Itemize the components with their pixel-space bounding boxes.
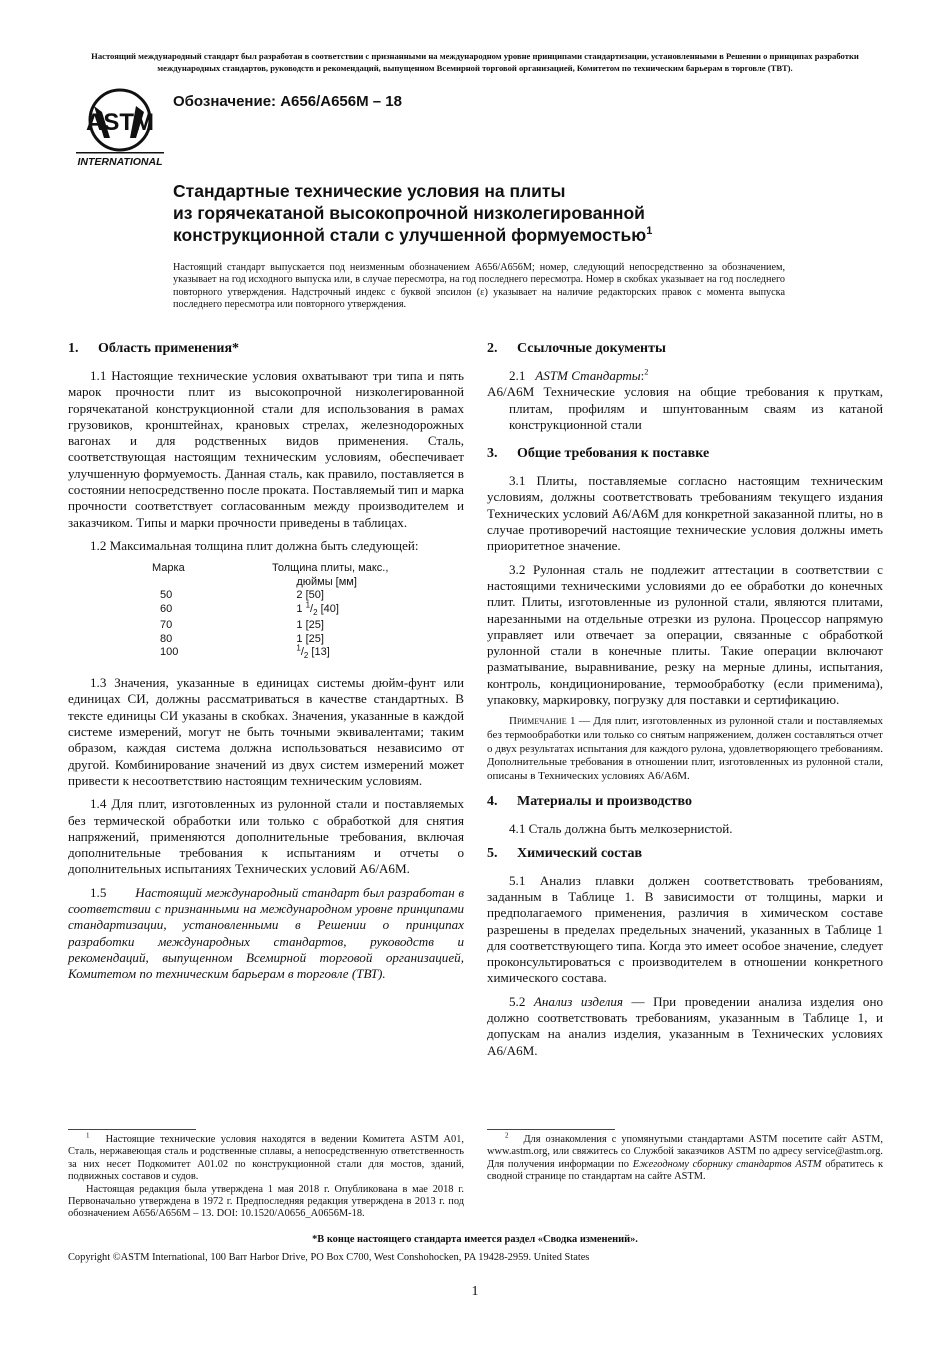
section-3-number: 3. (487, 446, 498, 462)
paragraph-1-5-text: Настоящий международный стандарт был разработан в соответствии с признанными на международном уровне принципами стандартизации, установленными в Решении о принципах разработки международных стандартов, руководств и рекомендаций, выпущенном Всемирной торговой организацией, Комитетом по техническим барьерам в торговле (ТВТ). (68, 884, 465, 982)
summary-of-changes-notice: *В конце настоящего стандарта имеется раздел «Сводка изменений». (312, 1234, 638, 1245)
paragraph-1-5-number: 1.5 (90, 884, 107, 900)
fraction-denominator: 2 (313, 607, 318, 617)
footnote-2-mark-bottom: 2 (505, 1131, 509, 1140)
title-footnote-mark: 1 (646, 225, 653, 238)
footnote-2 (487, 1131, 883, 1184)
table-cell-grade: 100 (160, 646, 179, 659)
thickness-mm: [40] (317, 602, 339, 615)
table-cell-grade: 70 (160, 619, 173, 632)
copyright: Copyright ©ASTM International, 100 Barr Harbor Drive, PO Box C700, West Conshohocken, PA 19428-2959. United States (68, 1252, 590, 1263)
table-row (152, 643, 464, 663)
note-1-label: Примечание 1 (509, 715, 576, 728)
table-cell-grade: 60 (160, 602, 173, 615)
paragraph-1-3: 1.3 Значения, указанные в единицах системы дюйм-фунт или единицах СИ, должны рассматриваться в качестве стандартных. В тексте единицы СИ указаны в скобках. Значения, указанные в каждой системе измерений, могут не быть точными эквивалентами; таким образом, каждая система должна использоваться независимо от другой. Комбинирование значений из двух систем измерений может привести к несоответствию настоящим техническим условиям. (68, 675, 464, 788)
paragraph-3-1: 3.1 Плиты, поставляемые согласно настоящим техническим условиям, должны соответствовать требованиям текущего издания Технических условий A6/A6M для конкретной заказанной плиты, но в случае противоречий настоящие технические условия должны иметь приоритетное значение. (487, 473, 883, 554)
footnote-2-text-b: обратитесь к сводной странице по стандартам на сайте ASTM. (487, 1158, 883, 1183)
section-3-heading (487, 445, 883, 463)
title-line-3: конструкционной стали с улучшенной формуемостью (173, 225, 647, 245)
issue-note: Настоящий стандарт выпускается под неизменным обозначением A656/A656M; номер, следующий непосредственно за обозначением, указывает на год исходного выпуска или, в случае пересмотра, на год последнего пересмотра. Номер в скобках указывает на год последнего повторного утверждения. Надстрочный индекс с буквой эпсилон (ε) указывает на наличие редакторских правок с момента выпуска последнего пересмотра или повторного утверждения. (173, 262, 785, 311)
table-header-thickness: Толщина плиты, макс., (272, 562, 389, 575)
page-number: 1 (471, 1284, 479, 1299)
logo-text: ASTM (86, 109, 154, 136)
table-row (152, 619, 464, 633)
table-header-row-2 (152, 576, 464, 590)
section-5-number: 5. (487, 845, 498, 861)
footnote-1-mark: 1 (86, 1131, 90, 1140)
table-cell-grade: 80 (160, 632, 173, 645)
top-notice: Настоящий международный стандарт был разработан в соответствии с признанными на международном уровне принципами стандартизации, установленными в Решении о принципах разработки международных стандартов, руководств и рекомендаций, выпущенном Всемирной торговой организацией, Комитетом по техническим барьерам в торговле (ТВТ). (91, 51, 859, 73)
footnote-rule-right (487, 1129, 615, 1130)
title-line-1: Стандартные технические условия на плиты (173, 181, 566, 201)
footnote-2-mark: 2 (644, 367, 649, 377)
footnote-1-text-a: Настоящие технические условия находятся в ведении Комитета ASTM A01, Сталь, нержавеющая сталь и родственные сплавы, а непосредственную ответственность за них несет Подкомитет A01.02 по конструкционной стали для мостов, зданий, подвижных составов и судов. (68, 1134, 465, 1183)
footnote-2-text-a: Для ознакомления с упомянутыми стандартами ASTM посетите сайт ASTM, www.astm.org, или свяжитесь со Службой заказчиков ASTM по адресу service@astm.org. Для получения информации по (487, 1134, 883, 1170)
table-header-row (152, 562, 464, 576)
note-1-text: — Для плит, изготовленных из рулонной стали и поставляемых без термообработки или только со снятым напряжением, должен составляться отчет о двух результатах испытания для каждого рулона, удовлетворяющего требованиям. Дополнительные требования в отношении плит, изготовленных из рулонной стали, описаны в Технических условиях A6/A6M. (487, 715, 883, 782)
section-1-heading (68, 340, 464, 358)
footnote-1 (68, 1131, 465, 1221)
reference-a6: A6/A6M Технические условия на общие требования к пруткам, плитам, профилям и шпунтованным сваям из катаной конструкционной стали (487, 384, 883, 432)
right-column (487, 340, 883, 1066)
astm-standards-label: ASTM Стандарты (535, 368, 641, 383)
fraction-numerator: 1 (305, 600, 311, 610)
table-row (152, 633, 464, 647)
section-1-number: 1. (68, 341, 79, 356)
title-line-2: из горячекатаной высокопрочной низколегированной (173, 203, 645, 223)
footnote-1-text-b: Настоящая редакция была утверждена 1 мая 2018 г. Опубликована в мае 2018 г. Первоначально утверждена в 1972 г. Предпоследняя редакция утверждена в 2013 г. под обозначением A656/A656M – 13. DOI: 10.1520/A0656_A0656M-18. (68, 1183, 464, 1220)
fraction-numerator: 1 (296, 643, 301, 653)
section-4-title: Материалы и производство (517, 794, 693, 810)
paragraph-2-1-number: 2.1 (509, 368, 526, 383)
referenced-standards: 2.1 ASTM Стандарты:$^2$ A6/A6M Технические условия на общие требования к пруткам, плитам, профилям и шпунтованным сваям из катаной конструкционной стали (487, 367, 883, 432)
section-2-number: 2. (487, 341, 498, 356)
thickness-whole: 1 (296, 602, 306, 615)
astm-logo (74, 86, 166, 168)
table-cell-thickness: 1 [25] (296, 619, 324, 632)
table-cell-thickness: 1 [25] (296, 632, 324, 645)
paragraph-1-5 (68, 885, 464, 983)
footnote-2-italic: Ежегодному сборнику стандартов ASTM (632, 1158, 822, 1170)
section-4-heading (487, 793, 883, 811)
table-cell-thickness: 2 [50] (296, 589, 324, 602)
section-1-title: Область применения* (98, 341, 240, 356)
paragraph-5-2-number: 5.2 (509, 993, 526, 1009)
section-5-title: Химический состав (517, 845, 643, 861)
section-5-heading (487, 845, 883, 863)
section-2-heading (487, 340, 883, 358)
table-header-units: дюймы [мм] (296, 575, 357, 588)
table-row (152, 600, 464, 620)
left-column (68, 340, 464, 989)
table-cell-grade: 50 (160, 589, 173, 602)
fraction-denominator: 2 (303, 651, 309, 661)
section-3-title: Общие требования к поставке (517, 446, 710, 462)
note-1 (487, 715, 883, 783)
paragraph-1-1: 1.1 Настоящие технические условия охватывают три типа и пять марок прочности плит из высокопрочной низколегированной горячекатаной конструкционной стали для использования в рамах грузовиков, кронштейнах, крановых стрелах, железнодорожных вагонах и для родственных видов применения. Сталь, соответствующая настоящим техническим условиям, обеспечивает улучшенную формуемость. Данная сталь, как правило, поставляется в состоянии непосредственно после проката. Поставляемый тип и марка прочности соответствует согласованным между производителем и заказчиком. Типы и марки прочности приведены в таблицах. (68, 368, 464, 530)
paragraph-5-2 (487, 994, 883, 1059)
table-cell-thickness: 1 $^1/_2$ [40] (296, 600, 339, 617)
document-title (173, 180, 833, 246)
section-4-number: 4. (487, 794, 498, 810)
paragraph-5-1: 5.1 Анализ плавки должен соответствовать требованиям, заданным в Таблице 1. В зависимости от толщины, марки и предполагаемого применения, различия в химическом составе разрешены в пределах предельных значений, указанных в Таблице 1 для соответствующего типа. Когда это имеет особое значение, следует проконсультироваться с производителем в отношении конкретного химического состава. (487, 872, 883, 986)
designation: Обозначение: A656/A656M – 18 (173, 93, 402, 110)
paragraph-5-2-text: — При проведении анализа изделия оно должно соответствовать требованиям, указанным в Таблице 1, и допускам на анализ изделия, указанным в Технических условиях A6/A6M. (487, 993, 883, 1058)
thickness-table (152, 562, 464, 663)
paragraph-3-2: 3.2 Рулонная сталь не подлежит аттестации в соответствии с настоящими техническими условиями до ее обработки до конечных плит. Плиты, изготовленные из рулонной стали, являются плитами, нарезанными на отдельные отрезки из рулона. Процессор напрямую управляет или отвечает за операции, связанные с обработкой рулонной стали в конечные плиты. Такие операции включают разматывание, выравнивание, резку на мерные длины, испытания, контроль, кондиционирование, термообработку (если применима), упаковку, маркировку, погрузку для поставки и сертификацию. (487, 561, 883, 708)
table-cell-thickness: $^1/_2$ [13] (296, 643, 330, 661)
section-2-title: Ссылочные документы (517, 341, 666, 356)
footnote-rule-left (68, 1129, 196, 1130)
paragraph-1-2: 1.2 Максимальная толщина плит должна быть следующей: (90, 537, 419, 553)
paragraph-4-1: 4.1 Сталь должна быть мелкозернистой. (509, 821, 733, 837)
paragraph-1-4: 1.4 Для плит, изготовленных из рулонной стали и поставляемых без термической обработки или только с обработкой для снятия напряжений, применяются дополнительные требования, включая дополнительные требования к испытаниям и отчеты о дополнительных испытаниях Технических условий A6/A6M. (68, 796, 464, 877)
thickness-mm: [13] (308, 646, 330, 659)
product-analysis-label: Анализ изделия (533, 993, 623, 1009)
logo-subtext: INTERNATIONAL (77, 156, 163, 168)
table-header-grade: Марка (152, 562, 185, 575)
